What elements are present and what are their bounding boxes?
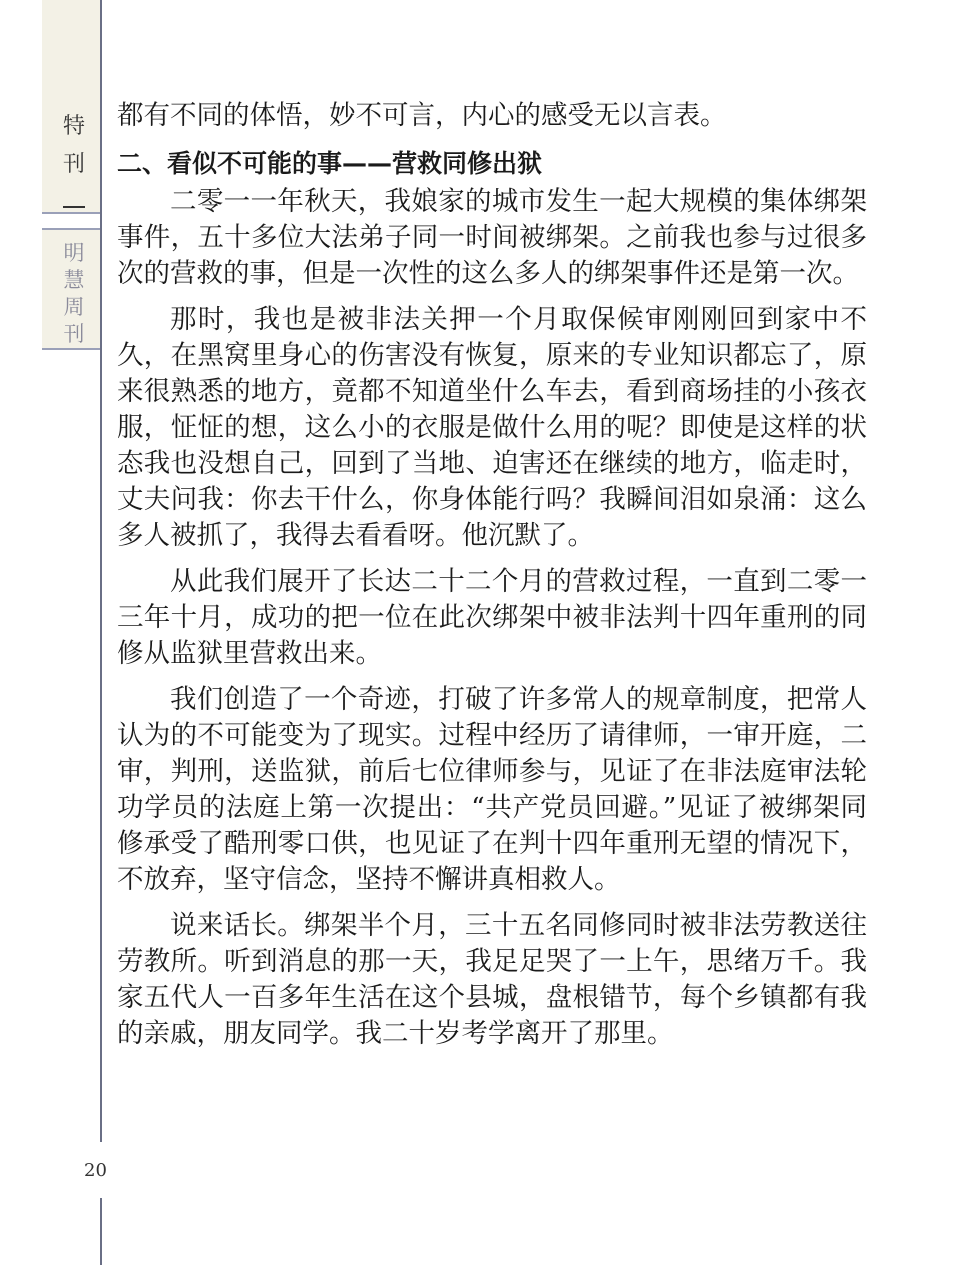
section-label-dash: [63, 206, 85, 208]
magazine-label: 明慧周刊: [63, 241, 85, 346]
page-number: 20: [84, 1160, 107, 1181]
paragraph: 二零一一年秋天，我娘家的城市发生一起大规模的集体绑架事件，五十多位大法弟子同一时间被绑架。之前我也参与过很多次的营救的事，但是一次性的这么多人的绑架事件还是第一次。: [117, 186, 867, 289]
margin-rule-top: [100, 0, 102, 1142]
paragraph: 说来话长。绑架半个月，三十五名同修同时被非法劳教送往劳教所。听到消息的那一天，我足足哭了一上午，思绪万千。我家五代人一百多年生活在这个县城，盘根错节，每个乡镇都有我的亲戚，朋友同学。我二十岁考学离开了那里。: [117, 910, 867, 1049]
section-heading: 二、看似不可能的事——营救同修出狱: [117, 149, 543, 178]
continuation-paragraph: 都有不同的体悟，妙不可言，内心的感受无以言表。: [117, 100, 727, 131]
margin-rule-bottom: [100, 1198, 102, 1265]
paragraph: 从此我们展开了长达二十二个月的营救过程，一直到二零一三年十月，成功的把一位在此次绑架中被非法判十四年重刑的同修从监狱里营救出来。: [117, 566, 867, 669]
paragraph: 那时，我也是被非法关押一个月取保候审刚刚回到家中不久，在黑窝里身心的伤害没有恢复，原来的专业知识都忘了，原来很熟悉的地方，竟都不知道坐什么车去，看到商场挂的小孩衣服，怔怔的想，这么小的衣服是做什么用的呢？即使是这样的状态我也没想自己，回到了当地、迫害还在继续的地方，临走时，丈夫问我：你去干什么，你身体能行吗？我瞬间泪如泉涌：这么多人被抓了，我得去看看呀。他沉默了。: [117, 304, 867, 551]
paragraph: 我们创造了一个奇迹，打破了许多常人的规章制度，把常人认为的不可能变为了现实。过程中经历了请律师，一审开庭，二审，判刑，送监狱，前后七位律师参与，见证了在非法庭审法轮功学员的法庭上第一次提出：“共产党员回避。”见证了被绑架同修承受了酷刑零口供，也见证了在判十四年重刑无望的情况下，不放弃，坚守信念，坚持不懈讲真相救人。: [117, 684, 867, 895]
section-label-text: 特刊: [62, 114, 85, 177]
section-label: [58, 108, 90, 208]
article-body: [117, 98, 867, 1052]
